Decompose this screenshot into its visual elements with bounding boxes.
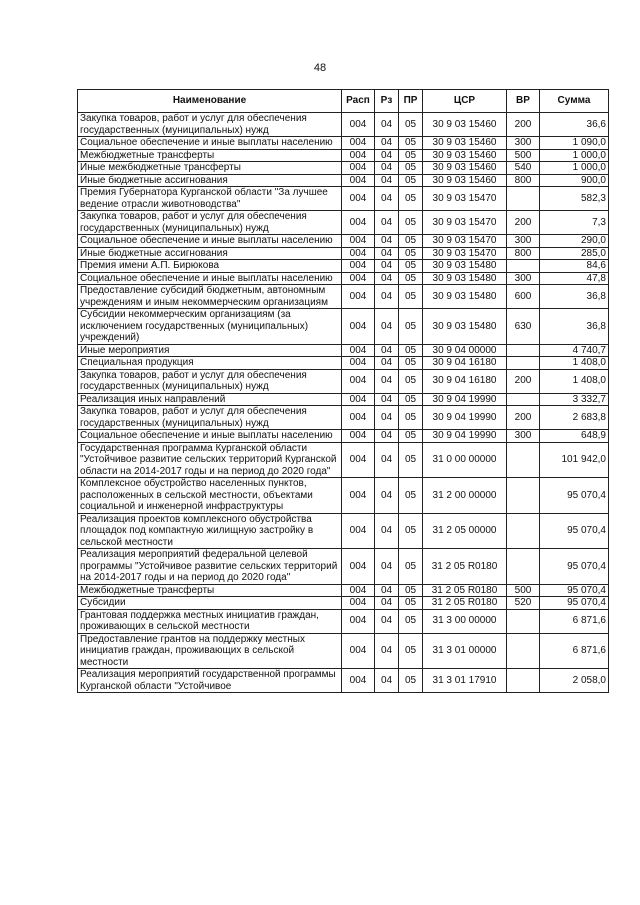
cell-pr: 05: [399, 174, 423, 187]
cell-csr: 30 9 03 15480: [423, 309, 507, 345]
cell-rz: 04: [375, 393, 399, 406]
cell-sum: 2 683,8: [540, 406, 609, 430]
table-row: [78, 549, 609, 585]
cell-sum: 290,0: [540, 235, 609, 248]
cell-pr: 05: [399, 149, 423, 162]
cell-csr: 31 2 05 R0180: [423, 549, 507, 585]
cell-rz: 04: [375, 247, 399, 260]
cell-rasp: 004: [342, 187, 375, 211]
cell-rasp: 004: [342, 113, 375, 137]
cell-csr: 30 9 03 15470: [423, 211, 507, 235]
cell-pr: 05: [399, 609, 423, 633]
cell-rz: 04: [375, 211, 399, 235]
table-row: [78, 235, 609, 248]
cell-name: Иные бюджетные ассигнования: [78, 247, 342, 260]
cell-pr: 05: [399, 393, 423, 406]
cell-sum: 1 090,0: [540, 137, 609, 150]
cell-pr: 05: [399, 369, 423, 393]
cell-name: Закупка товаров, работ и услуг для обеспечения государственных (муниципальных) нужд: [78, 113, 342, 137]
table-row: [78, 357, 609, 370]
cell-rasp: 004: [342, 430, 375, 443]
cell-rz: 04: [375, 442, 399, 478]
cell-rasp: 004: [342, 478, 375, 514]
table-row: [78, 406, 609, 430]
cell-rz: 04: [375, 272, 399, 285]
cell-csr: 30 9 03 15460: [423, 174, 507, 187]
cell-csr: 30 9 04 19990: [423, 406, 507, 430]
cell-rasp: 004: [342, 174, 375, 187]
cell-name: Закупка товаров, работ и услуг для обеспечения государственных (муниципальных) нужд: [78, 406, 342, 430]
table-row: [78, 369, 609, 393]
cell-name: Социальное обеспечение и иные выплаты населению: [78, 235, 342, 248]
cell-csr: 30 9 03 15460: [423, 137, 507, 150]
cell-csr: 30 9 03 15480: [423, 272, 507, 285]
cell-vr: [507, 260, 540, 273]
cell-sum: 36,6: [540, 113, 609, 137]
cell-rz: 04: [375, 344, 399, 357]
cell-vr: [507, 344, 540, 357]
cell-sum: 1 408,0: [540, 369, 609, 393]
cell-vr: [507, 549, 540, 585]
cell-rasp: 004: [342, 149, 375, 162]
cell-sum: 84,6: [540, 260, 609, 273]
cell-vr: 300: [507, 235, 540, 248]
cell-vr: [507, 187, 540, 211]
cell-rasp: 004: [342, 442, 375, 478]
table-row: [78, 344, 609, 357]
cell-pr: 05: [399, 309, 423, 345]
cell-rz: 04: [375, 187, 399, 211]
cell-sum: 95 070,4: [540, 513, 609, 549]
table-row: [78, 393, 609, 406]
cell-rz: 04: [375, 430, 399, 443]
table-row: [78, 272, 609, 285]
cell-csr: 30 9 03 15480: [423, 285, 507, 309]
cell-name: Специальная продукция: [78, 357, 342, 370]
cell-sum: 36,8: [540, 309, 609, 345]
cell-csr: 31 2 00 00000: [423, 478, 507, 514]
cell-name: Предоставление субсидий бюджетным, автономным учреждениям и иным некоммерческим организациям: [78, 285, 342, 309]
table-row: [78, 669, 609, 693]
table-row: [78, 137, 609, 150]
cell-rz: 04: [375, 162, 399, 175]
cell-rz: 04: [375, 357, 399, 370]
cell-rz: 04: [375, 260, 399, 273]
cell-name: Премия Губернатора Курганской области "За лучшее ведение отрасли животноводства": [78, 187, 342, 211]
cell-rz: 04: [375, 406, 399, 430]
cell-vr: 800: [507, 174, 540, 187]
cell-csr: 31 3 00 00000: [423, 609, 507, 633]
table-row: [78, 260, 609, 273]
cell-csr: 31 3 01 17910: [423, 669, 507, 693]
cell-name: Государственная программа Курганской области "Устойчивое развитие сельских территорий Курганской области на 2014-2017 годы и на период до 2020 года": [78, 442, 342, 478]
cell-rasp: 004: [342, 513, 375, 549]
cell-rz: 04: [375, 309, 399, 345]
cell-csr: 31 3 01 00000: [423, 633, 507, 669]
cell-rasp: 004: [342, 235, 375, 248]
cell-name: Субсидии некоммерческим организациям (за исключением государственных (муниципальных) учреждений): [78, 309, 342, 345]
cell-sum: 95 070,4: [540, 478, 609, 514]
cell-pr: 05: [399, 430, 423, 443]
cell-sum: 7,3: [540, 211, 609, 235]
cell-sum: 36,8: [540, 285, 609, 309]
cell-name: Реализация мероприятий федеральной целевой программы "Устойчивое развитие сельских территорий на 2014-2017 годы и на период до 2020 года": [78, 549, 342, 585]
cell-vr: 300: [507, 137, 540, 150]
cell-rz: 04: [375, 174, 399, 187]
cell-vr: 600: [507, 285, 540, 309]
cell-vr: [507, 609, 540, 633]
header-vr: ВР: [507, 90, 540, 113]
cell-vr: 630: [507, 309, 540, 345]
header-rasp: Расп: [342, 90, 375, 113]
cell-sum: 6 871,6: [540, 609, 609, 633]
cell-name: Грантовая поддержка местных инициатив граждан, проживающих в сельской местности: [78, 609, 342, 633]
cell-rz: 04: [375, 609, 399, 633]
header-sum: Сумма: [540, 90, 609, 113]
cell-name: Иные межбюджетные трансферты: [78, 162, 342, 175]
cell-vr: [507, 393, 540, 406]
cell-rz: 04: [375, 113, 399, 137]
table-row: [78, 584, 609, 597]
cell-sum: 95 070,4: [540, 549, 609, 585]
cell-pr: 05: [399, 669, 423, 693]
cell-pr: 05: [399, 285, 423, 309]
cell-sum: 4 740,7: [540, 344, 609, 357]
cell-rasp: 004: [342, 393, 375, 406]
table-body: [78, 113, 609, 693]
cell-name: Иные бюджетные ассигнования: [78, 174, 342, 187]
cell-rasp: 004: [342, 247, 375, 260]
cell-vr: 500: [507, 584, 540, 597]
cell-name: Премия имени А.П. Бирюкова: [78, 260, 342, 273]
cell-csr: 30 9 04 19990: [423, 393, 507, 406]
cell-csr: 30 9 03 15460: [423, 162, 507, 175]
header-pr: ПР: [399, 90, 423, 113]
cell-pr: 05: [399, 442, 423, 478]
table-row: [78, 633, 609, 669]
cell-pr: 05: [399, 113, 423, 137]
cell-csr: 31 2 05 00000: [423, 513, 507, 549]
cell-pr: 05: [399, 162, 423, 175]
cell-name: Социальное обеспечение и иные выплаты населению: [78, 272, 342, 285]
cell-vr: 520: [507, 597, 540, 610]
table-row: [78, 187, 609, 211]
cell-rz: 04: [375, 513, 399, 549]
cell-sum: 1 000,0: [540, 162, 609, 175]
cell-rasp: 004: [342, 609, 375, 633]
cell-name: Закупка товаров, работ и услуг для обеспечения государственных (муниципальных) нужд: [78, 369, 342, 393]
cell-sum: 582,3: [540, 187, 609, 211]
cell-csr: 30 9 04 16180: [423, 357, 507, 370]
table-header-row: [78, 90, 609, 113]
cell-rasp: 004: [342, 260, 375, 273]
table-row: [78, 430, 609, 443]
header-name: Наименование: [78, 90, 342, 113]
cell-name: Социальное обеспечение и иные выплаты населению: [78, 137, 342, 150]
cell-rz: 04: [375, 369, 399, 393]
cell-rasp: 004: [342, 669, 375, 693]
table-row: [78, 309, 609, 345]
cell-vr: [507, 442, 540, 478]
cell-csr: 31 0 00 00000: [423, 442, 507, 478]
cell-sum: 2 058,0: [540, 669, 609, 693]
cell-vr: [507, 669, 540, 693]
cell-rasp: 004: [342, 357, 375, 370]
table-row: [78, 442, 609, 478]
cell-rz: 04: [375, 597, 399, 610]
cell-pr: 05: [399, 137, 423, 150]
table-row: [78, 609, 609, 633]
cell-name: Межбюджетные трансферты: [78, 584, 342, 597]
cell-pr: 05: [399, 633, 423, 669]
cell-vr: [507, 357, 540, 370]
cell-rasp: 004: [342, 369, 375, 393]
table-row: [78, 597, 609, 610]
cell-pr: 05: [399, 247, 423, 260]
cell-vr: 300: [507, 272, 540, 285]
cell-pr: 05: [399, 235, 423, 248]
cell-name: Социальное обеспечение и иные выплаты населению: [78, 430, 342, 443]
cell-csr: 30 9 04 16180: [423, 369, 507, 393]
cell-pr: 05: [399, 187, 423, 211]
cell-csr: 30 9 04 19990: [423, 430, 507, 443]
cell-name: Реализация мероприятий государственной программы Курганской области "Устойчивое: [78, 669, 342, 693]
cell-rasp: 004: [342, 549, 375, 585]
cell-sum: 1 000,0: [540, 149, 609, 162]
cell-pr: 05: [399, 211, 423, 235]
cell-rasp: 004: [342, 344, 375, 357]
cell-sum: 95 070,4: [540, 584, 609, 597]
cell-pr: 05: [399, 406, 423, 430]
cell-name: Закупка товаров, работ и услуг для обеспечения государственных (муниципальных) нужд: [78, 211, 342, 235]
cell-csr: 30 9 04 00000: [423, 344, 507, 357]
cell-sum: 101 942,0: [540, 442, 609, 478]
cell-name: Реализация иных направлений: [78, 393, 342, 406]
cell-vr: 540: [507, 162, 540, 175]
header-csr: ЦСР: [423, 90, 507, 113]
cell-rz: 04: [375, 478, 399, 514]
cell-pr: 05: [399, 357, 423, 370]
cell-pr: 05: [399, 549, 423, 585]
cell-rz: 04: [375, 549, 399, 585]
cell-csr: 30 9 03 15460: [423, 113, 507, 137]
cell-rasp: 004: [342, 285, 375, 309]
cell-rasp: 004: [342, 633, 375, 669]
cell-csr: 30 9 03 15470: [423, 187, 507, 211]
cell-pr: 05: [399, 272, 423, 285]
cell-sum: 285,0: [540, 247, 609, 260]
cell-vr: 200: [507, 369, 540, 393]
cell-vr: 300: [507, 430, 540, 443]
table-row: [78, 211, 609, 235]
cell-sum: 47,8: [540, 272, 609, 285]
cell-pr: 05: [399, 513, 423, 549]
cell-csr: 30 9 03 15460: [423, 149, 507, 162]
cell-rz: 04: [375, 633, 399, 669]
cell-rz: 04: [375, 584, 399, 597]
cell-csr: 31 2 05 R0180: [423, 584, 507, 597]
cell-pr: 05: [399, 478, 423, 514]
cell-csr: 31 2 05 R0180: [423, 597, 507, 610]
table-row: [78, 113, 609, 137]
page-number: 48: [313, 62, 327, 74]
cell-rz: 04: [375, 149, 399, 162]
table-row: [78, 162, 609, 175]
cell-name: Иные мероприятия: [78, 344, 342, 357]
cell-vr: [507, 478, 540, 514]
cell-pr: 05: [399, 344, 423, 357]
cell-rasp: 004: [342, 272, 375, 285]
cell-rasp: 004: [342, 137, 375, 150]
cell-sum: 648,9: [540, 430, 609, 443]
cell-name: Предоставление грантов на поддержку местных инициатив граждан, проживающих в сельской местности: [78, 633, 342, 669]
table-row: [78, 285, 609, 309]
cell-rasp: 004: [342, 211, 375, 235]
cell-csr: 30 9 03 15470: [423, 235, 507, 248]
cell-pr: 05: [399, 597, 423, 610]
cell-vr: 200: [507, 211, 540, 235]
cell-pr: 05: [399, 260, 423, 273]
budget-table: [77, 89, 609, 693]
cell-name: Межбюджетные трансферты: [78, 149, 342, 162]
cell-rz: 04: [375, 137, 399, 150]
cell-rasp: 004: [342, 597, 375, 610]
cell-rz: 04: [375, 669, 399, 693]
cell-rasp: 004: [342, 406, 375, 430]
cell-rz: 04: [375, 235, 399, 248]
table-row: [78, 513, 609, 549]
cell-rasp: 004: [342, 162, 375, 175]
cell-vr: 200: [507, 406, 540, 430]
cell-name: Комплексное обустройство населенных пунктов, расположенных в сельской местности, объектами социальной и инженерной инфраструктуры: [78, 478, 342, 514]
cell-name: Субсидии: [78, 597, 342, 610]
cell-sum: 6 871,6: [540, 633, 609, 669]
cell-pr: 05: [399, 584, 423, 597]
cell-rasp: 004: [342, 584, 375, 597]
cell-sum: 1 408,0: [540, 357, 609, 370]
table-row: [78, 149, 609, 162]
cell-vr: 200: [507, 113, 540, 137]
cell-sum: 3 332,7: [540, 393, 609, 406]
table-row: [78, 174, 609, 187]
header-rz: Рз: [375, 90, 399, 113]
cell-sum: 900,0: [540, 174, 609, 187]
cell-vr: 800: [507, 247, 540, 260]
cell-vr: 500: [507, 149, 540, 162]
cell-vr: [507, 633, 540, 669]
table-row: [78, 478, 609, 514]
table-row: [78, 247, 609, 260]
cell-rasp: 004: [342, 309, 375, 345]
cell-sum: 95 070,4: [540, 597, 609, 610]
cell-csr: 30 9 03 15480: [423, 260, 507, 273]
cell-csr: 30 9 03 15470: [423, 247, 507, 260]
cell-rz: 04: [375, 285, 399, 309]
cell-vr: [507, 513, 540, 549]
cell-name: Реализация проектов комплексного обустройства площадок под компактную жилищную застройку в сельской местности: [78, 513, 342, 549]
